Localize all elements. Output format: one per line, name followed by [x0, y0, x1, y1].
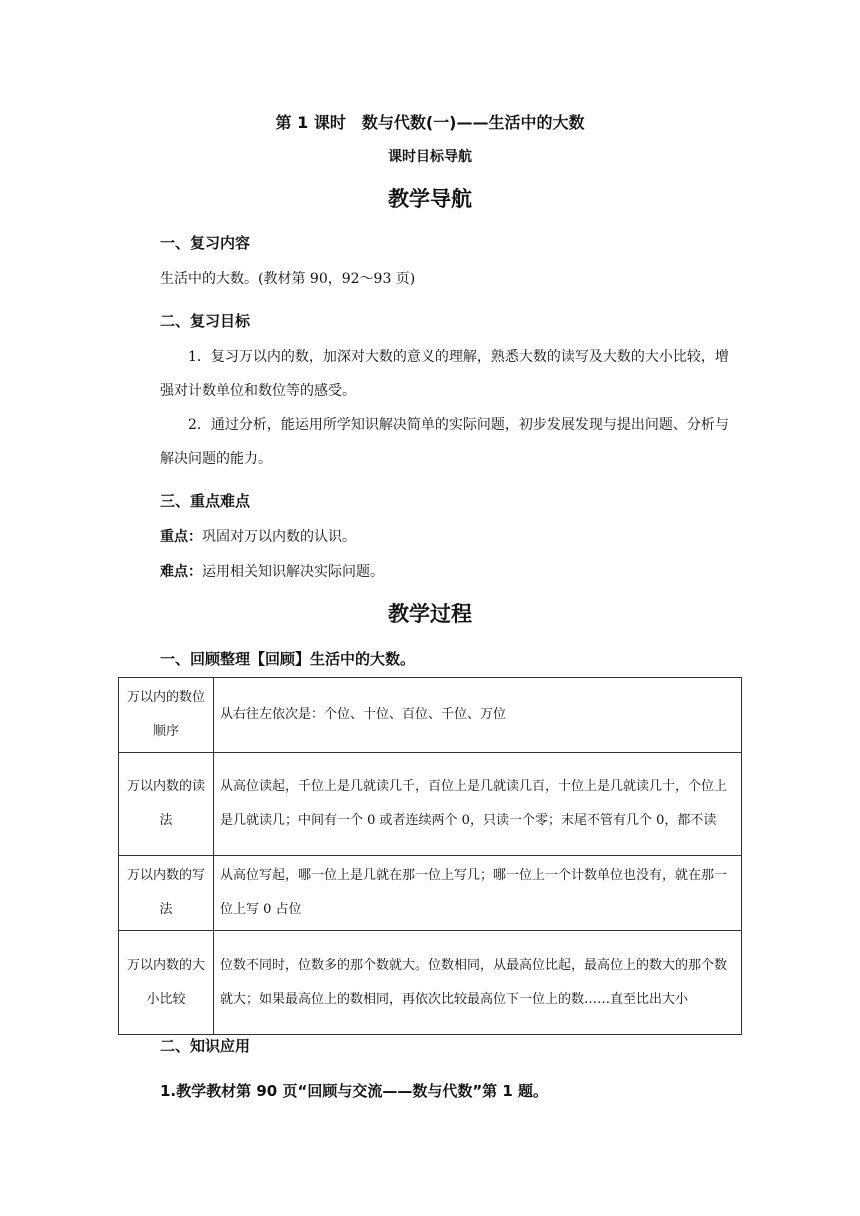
difficulty-line	[160, 555, 384, 589]
lesson-title: 第 1 课时 数与代数(一)——生活中的大数	[275, 113, 585, 132]
review-goal-item-1: 1．复习万以内的数，加深对大数的意义的理解，熟悉大数的读写及大数的大小比较，增强对计数单位和数位等的感受。	[160, 349, 729, 399]
application-item-1: 1.教学教材第 90 页“回顾与交流——数与代数”第 1 题。	[160, 1082, 549, 1100]
table-row-label: 万以内的数位顺序	[119, 678, 214, 753]
key-point-line	[160, 520, 356, 554]
table-row-label: 万以内数的读法	[119, 753, 214, 856]
review-goal-item-2: 2．通过分析，能运用所学知识解决简单的实际问题，初步发展发现与提出问题、分析与解决问题的能力。	[160, 417, 729, 467]
recall-heading: 一、回顾整理【回顾】生活中的大数。	[160, 650, 416, 668]
table-row-content: 从高位读起，千位上是几就读几千，百位上是几就读几百，十位上是几就读几十，个位上是几就读几；中间有一个 0 或者连续两个 0，只读一个零；末尾不管有几个 0，都不读	[214, 753, 742, 856]
table-row-content: 位数不同时，位数多的那个数就大。位数相同，从最高位比起，最高位上的数大的那个数就大；如果最高位上的数相同，再依次比较最高位下一位上的数……直至比出大小	[214, 931, 742, 1035]
table-row	[119, 856, 742, 931]
table-row-label: 万以内数的写法	[119, 856, 214, 931]
lesson-subtitle: 课时目标导航	[388, 149, 472, 165]
review-content-heading: 一、复习内容	[160, 234, 251, 252]
application-heading: 二、知识应用	[160, 1037, 251, 1055]
table-row	[119, 931, 742, 1035]
table-row-content: 从高位写起，哪一位上是几就在那一位上写几；哪一位上一个计数单位也没有，就在那一位上写 0 占位	[214, 856, 742, 931]
table-row-content: 从右往左依次是：个位、十位、百位、千位、万位	[214, 678, 742, 753]
review-goals-heading: 二、复习目标	[160, 312, 251, 330]
review-content-text: 生活中的大数。(教材第 90，92～93 页)	[160, 271, 416, 287]
table-row	[119, 753, 742, 856]
section-heading-teaching-nav: 教学导航	[388, 187, 472, 211]
table-row-label: 万以内数的大小比较	[119, 931, 214, 1035]
difficulty-text: 运用相关知识解决实际问题。	[202, 564, 384, 580]
key-points-heading: 三、重点难点	[160, 492, 251, 510]
difficulty-label: 难点：	[160, 564, 202, 580]
table-row	[119, 678, 742, 753]
section-heading-teaching-process: 教学过程	[388, 602, 472, 626]
review-table	[118, 677, 742, 1035]
key-point-label: 重点：	[160, 529, 202, 545]
key-point-text: 巩固对万以内数的认识。	[202, 529, 356, 545]
